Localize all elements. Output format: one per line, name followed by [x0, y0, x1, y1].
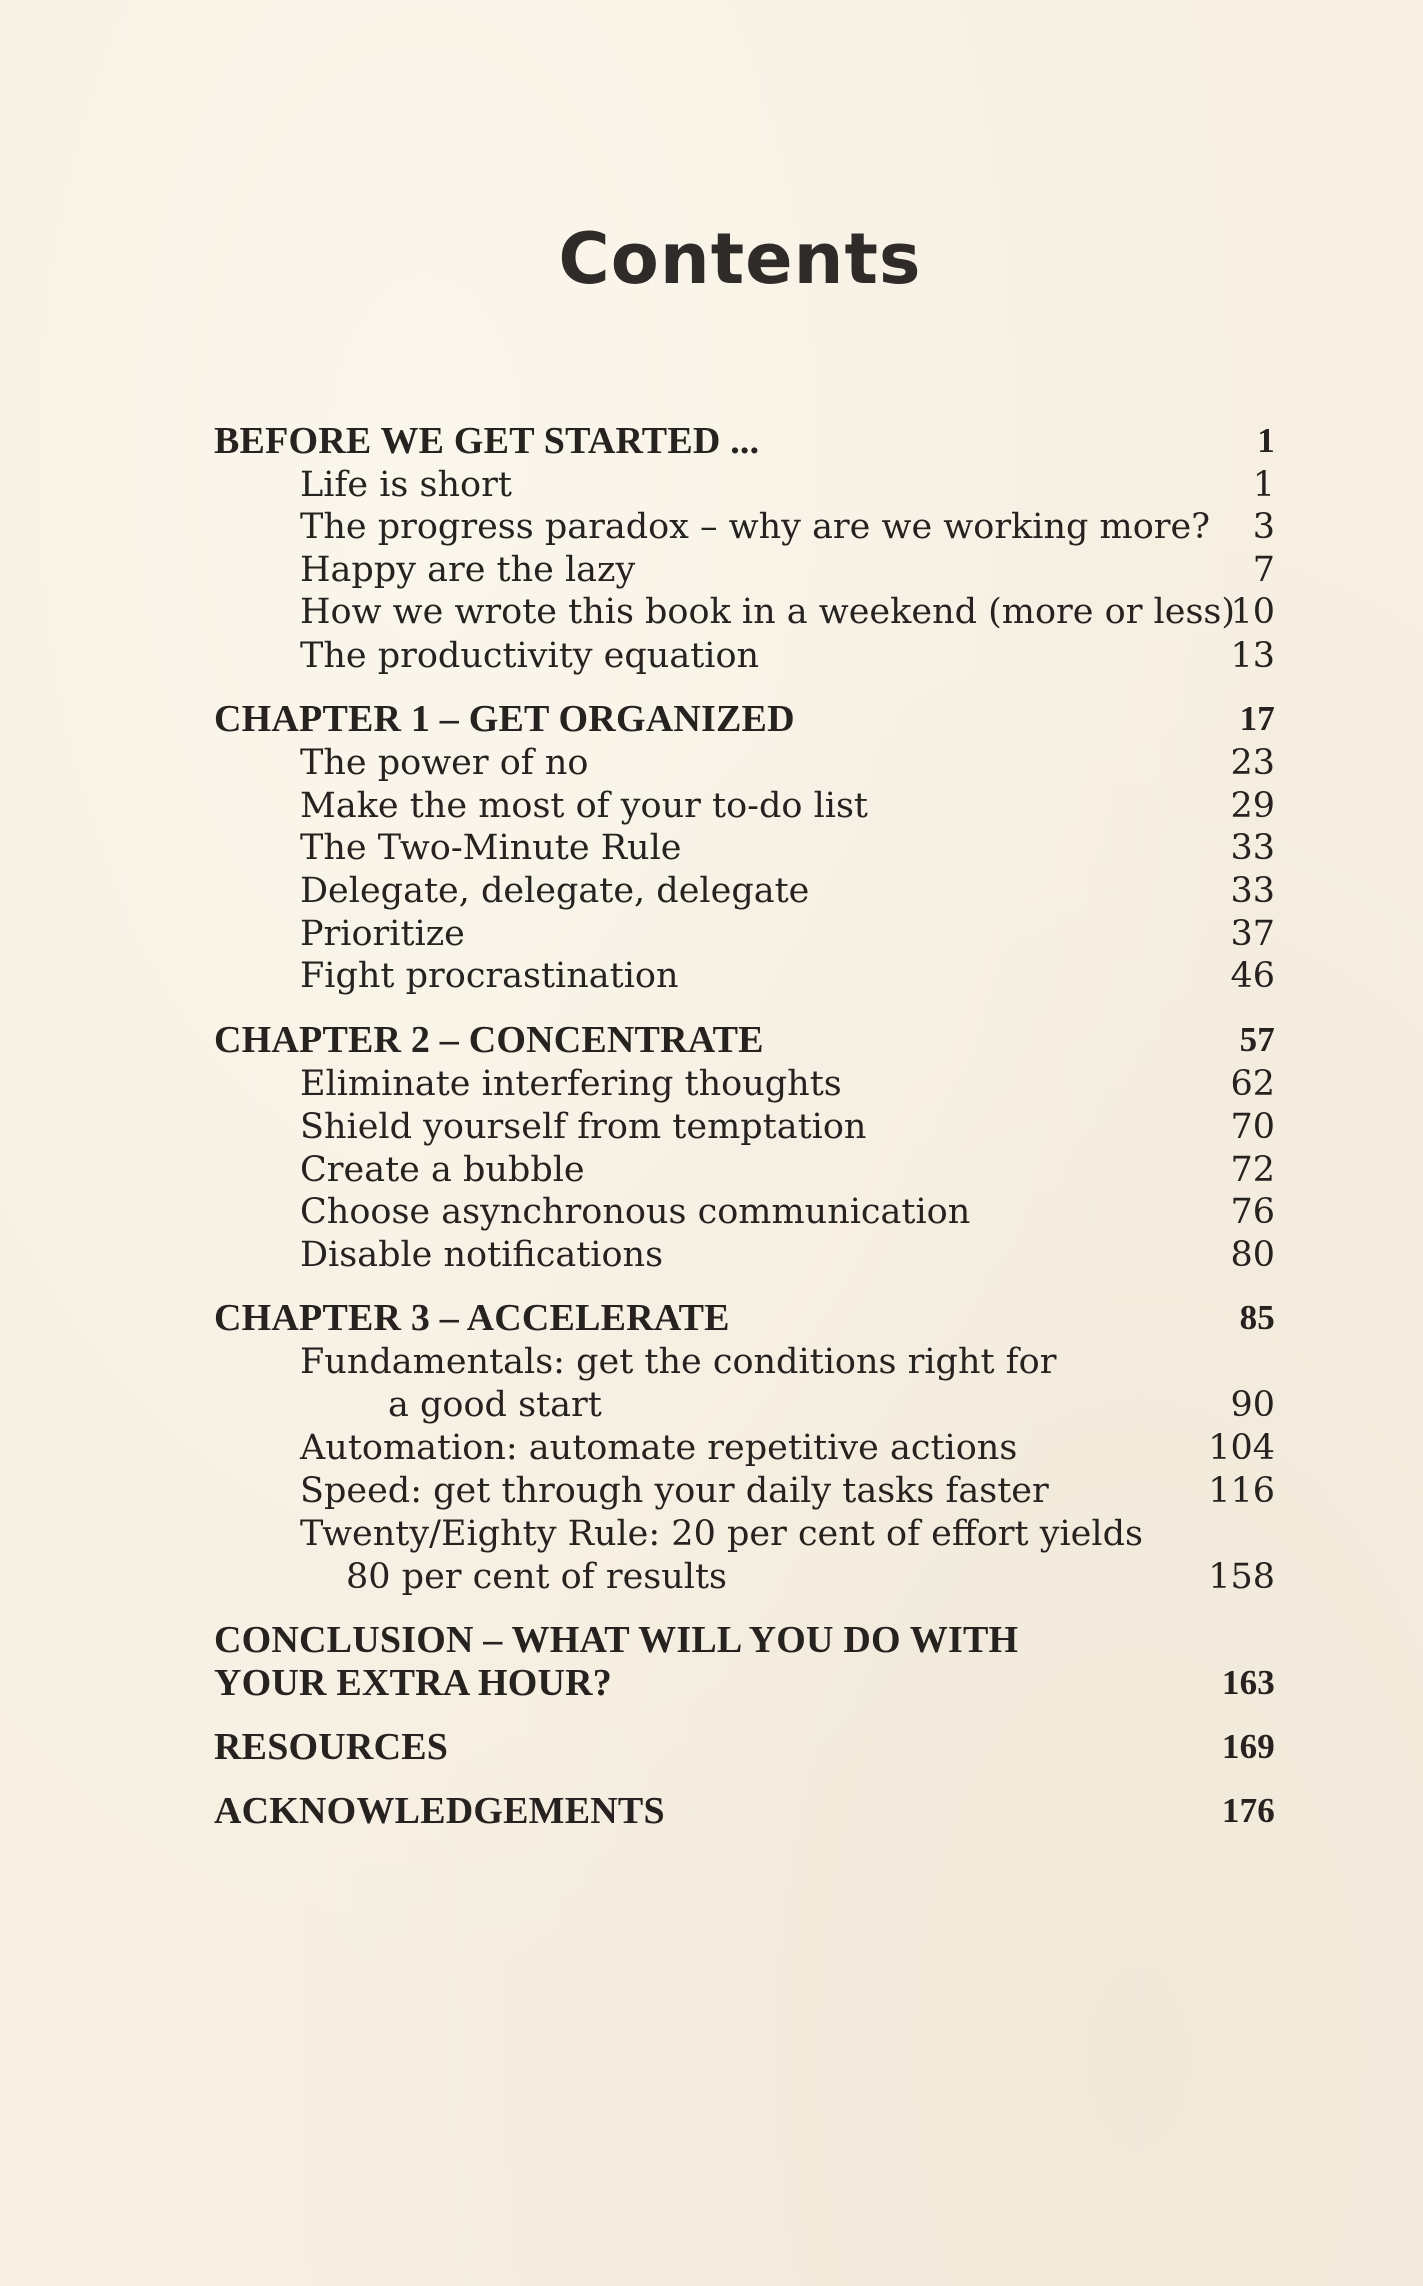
toc-page-number: 72 — [1230, 1150, 1275, 1190]
toc-entry-label: The power of no — [300, 743, 589, 783]
toc-entry-label: Delegate, delegate, delegate — [300, 871, 810, 911]
toc-entry-label: Shield yourself from temptation — [300, 1107, 867, 1147]
toc-page-number: 46 — [1230, 956, 1275, 996]
toc-page-number: 10 — [1230, 592, 1275, 632]
toc-entry-label: CHAPTER 3 – ACCELERATE — [214, 1297, 730, 1339]
toc-page-number: 104 — [1208, 1428, 1275, 1468]
toc-entry-label: CHAPTER 2 – CONCENTRATE — [214, 1019, 764, 1061]
toc-entry-label: Speed: get through your daily tasks faster — [300, 1471, 1049, 1511]
toc-page-number: 13 — [1230, 636, 1275, 676]
toc-entry-label: Automation: automate repetitive actions — [300, 1428, 1018, 1468]
toc-page-number: 1 — [1252, 465, 1275, 505]
toc-entry-label: Create a bubble — [300, 1150, 585, 1190]
toc-entry-label: CHAPTER 1 – GET ORGANIZED — [214, 698, 795, 740]
toc-entry-label: Fundamentals: get the conditions right for — [300, 1342, 1057, 1382]
toc-entry-label: The progress paradox – why are we working more? — [300, 507, 1210, 547]
toc-entry-label: The productivity equation — [300, 636, 760, 676]
toc-entry-label: Choose asynchronous communication — [300, 1192, 971, 1232]
toc-entry-label: BEFORE WE GET STARTED ... — [214, 420, 760, 462]
toc-page-number: 176 — [1221, 1791, 1275, 1830]
toc-page-number: 29 — [1230, 786, 1275, 826]
toc-entry-label: a good start — [388, 1385, 602, 1425]
toc-entry-label: RESOURCES — [214, 1726, 449, 1768]
toc-entry-label: 80 per cent of results — [346, 1557, 728, 1597]
toc-entry-label: CONCLUSION – WHAT WILL YOU DO WITH — [214, 1619, 1019, 1661]
toc-page-number: 33 — [1230, 828, 1275, 868]
toc-page-number: 7 — [1252, 550, 1275, 590]
toc-page-number: 80 — [1230, 1235, 1275, 1275]
toc-entry-label: Make the most of your to-do list — [300, 786, 868, 826]
toc-entry-label: Disable notifications — [300, 1235, 664, 1275]
toc-page-number: 23 — [1230, 743, 1275, 783]
toc-page-number: 17 — [1239, 699, 1275, 738]
toc-entry-label: The Two-Minute Rule — [300, 828, 682, 868]
toc-page-number: 57 — [1239, 1020, 1275, 1059]
toc-entry-label: Fight procrastination — [300, 956, 679, 996]
page-title: Contents — [558, 218, 922, 300]
toc-page-number: 1 — [1257, 421, 1275, 460]
toc-page-number: 3 — [1252, 507, 1275, 547]
toc-page-number: 76 — [1230, 1192, 1275, 1232]
toc-entry-label: Prioritize — [300, 914, 465, 954]
toc-page-number: 169 — [1221, 1727, 1275, 1766]
toc-entry-label: Twenty/Eighty Rule: 20 per cent of effort yields — [300, 1514, 1143, 1554]
toc-entry-label: Happy are the lazy — [300, 550, 636, 590]
toc-entry-label: YOUR EXTRA HOUR? — [214, 1662, 613, 1704]
toc-page-number: 158 — [1208, 1557, 1275, 1597]
toc-page-number: 85 — [1239, 1298, 1275, 1337]
toc-page-number: 163 — [1221, 1663, 1275, 1702]
toc-entry-label: Eliminate interfering thoughts — [300, 1064, 842, 1104]
toc-page-number: 116 — [1208, 1471, 1275, 1511]
toc-page-number: 90 — [1230, 1385, 1275, 1425]
toc-page-number: 37 — [1230, 914, 1275, 954]
toc-entry-label: ACKNOWLEDGEMENTS — [214, 1790, 665, 1832]
toc-page-number: 62 — [1230, 1064, 1275, 1104]
toc-page-number: 33 — [1230, 871, 1275, 911]
toc-entry-label: Life is short — [300, 465, 512, 505]
toc-entry-label: How we wrote this book in a weekend (more or less) — [300, 592, 1236, 632]
toc-page-number: 70 — [1230, 1107, 1275, 1147]
